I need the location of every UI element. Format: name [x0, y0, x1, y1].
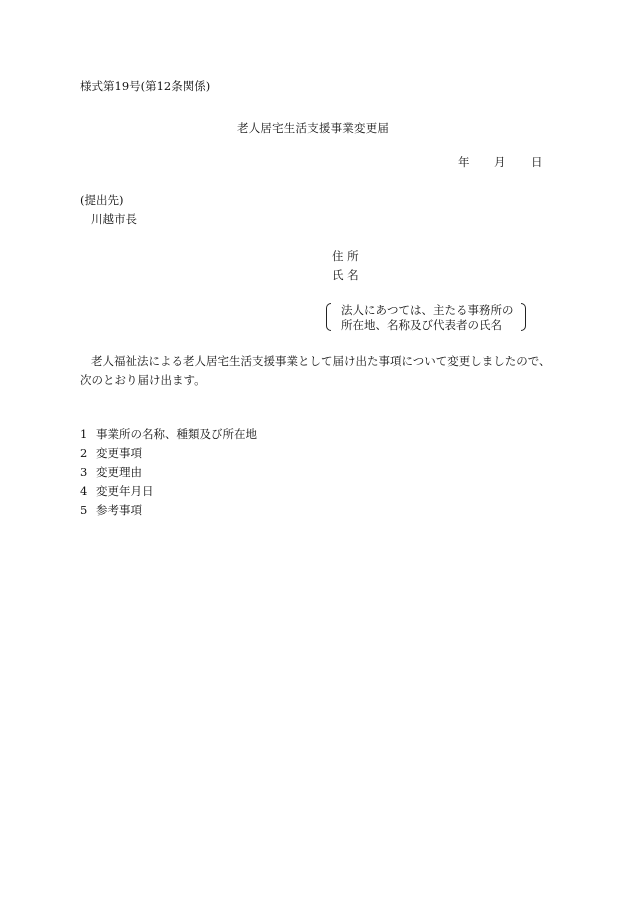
applicant-name-label: 氏 名 — [332, 268, 359, 282]
form-number: 様式第19号(第12条関係) — [80, 79, 211, 93]
item-label: 変更理由 — [96, 465, 142, 479]
list-item — [80, 486, 154, 498]
item-label: 変更年月日 — [96, 484, 154, 498]
item-label: 変更事項 — [96, 446, 142, 460]
item-number: 2 — [80, 446, 88, 460]
item-label: 事業所の名称、種類及び所在地 — [96, 427, 257, 441]
item-number: 5 — [80, 503, 88, 517]
item-number: 4 — [80, 484, 88, 498]
list-item — [80, 448, 142, 460]
date-month-label: 月 — [494, 155, 506, 169]
applicant-address-label: 住 所 — [332, 249, 359, 263]
body-text: 老人福祉法による老人居宅生活支援事業として届け出た事項について変更しましたので、次のとおり届け出ます。 — [80, 354, 551, 387]
recipient-name: 川越市長 — [91, 212, 137, 226]
right-bracket — [521, 303, 526, 331]
item-number: 3 — [80, 465, 88, 479]
item-label: 参考事項 — [96, 503, 142, 517]
recipient-heading: (提出先) — [80, 193, 124, 207]
date-day-label: 日 — [531, 155, 543, 169]
list-item — [80, 505, 142, 517]
list-item — [80, 467, 142, 479]
corporation-note-line-2: 所在地、名称及び代表者の氏名 — [341, 318, 502, 332]
list-item — [80, 429, 257, 441]
corporation-note-line-1: 法人にあつては、主たる事務所の — [341, 303, 514, 317]
date-year-label: 年 — [458, 155, 470, 169]
item-number: 1 — [80, 427, 88, 441]
left-bracket — [326, 303, 331, 331]
document-title: 老人居宅生活支援事業変更届 — [237, 121, 390, 135]
corporation-note — [326, 302, 526, 334]
